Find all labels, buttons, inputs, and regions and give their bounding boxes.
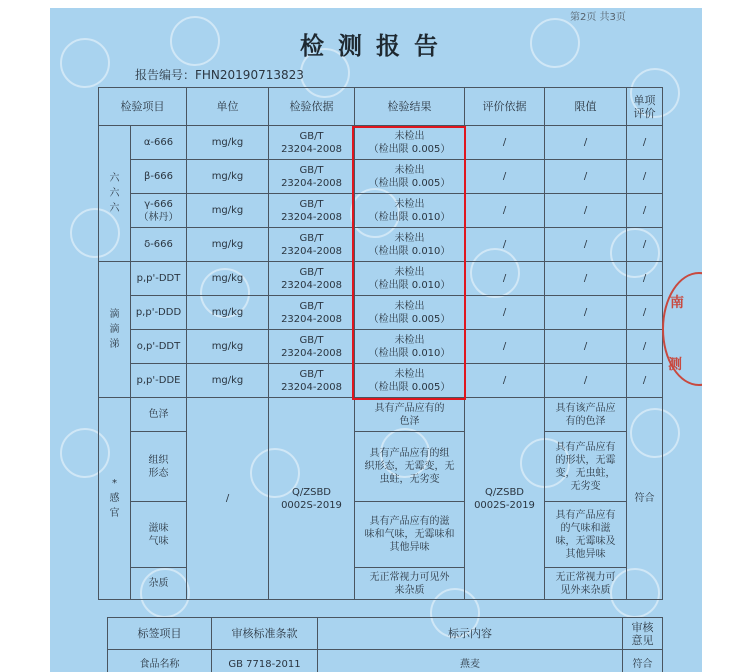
header-cell: 标示内容 — [318, 618, 623, 650]
eval-basis-cell: / — [465, 364, 545, 398]
basis-cell: GB/T 23204-2008 — [269, 296, 355, 330]
limit-cell: / — [545, 262, 627, 296]
item-cell: 滋味 气味 — [131, 502, 187, 568]
single-eval-cell: / — [627, 262, 663, 296]
header-cell: 检验依据 — [269, 88, 355, 126]
item-cell: β-666 — [131, 160, 187, 194]
limit-cell: 具有产品应有 的气味和滋 味，无霉味及 其他异味 — [545, 502, 627, 568]
result-cell: 具有产品应有的 色泽 — [355, 398, 465, 432]
header-cell: 限值 — [545, 88, 627, 126]
unit-cell: mg/kg — [187, 296, 269, 330]
limit-cell: / — [545, 228, 627, 262]
eval-basis-cell: / — [465, 126, 545, 160]
limit-cell: / — [545, 126, 627, 160]
item-cell: 色泽 — [131, 398, 187, 432]
item-cell: α-666 — [131, 126, 187, 160]
header-cell: 审核 意见 — [623, 618, 663, 650]
header-cell: 检验结果 — [355, 88, 465, 126]
unit-cell: mg/kg — [187, 364, 269, 398]
unit-cell: mg/kg — [187, 160, 269, 194]
single-eval-cell: / — [627, 228, 663, 262]
eval-basis-cell: / — [465, 228, 545, 262]
unit-cell: mg/kg — [187, 126, 269, 160]
item-cell: p,p'-DDD — [131, 296, 187, 330]
limit-cell: 无正常视力可 见外来杂质 — [545, 568, 627, 600]
result-cell: 未检出 （检出限 0.005） — [355, 296, 465, 330]
unit-cell: mg/kg — [187, 194, 269, 228]
single-eval-cell: / — [627, 364, 663, 398]
official-stamp: 南 测 — [662, 272, 702, 386]
group-name-cell: * 感 官 — [99, 398, 131, 600]
table-row — [99, 432, 663, 502]
limit-cell: 具有该产品应 有的色泽 — [545, 398, 627, 432]
basis-cell: GB/T 23204-2008 — [269, 160, 355, 194]
header-cell: 评价依据 — [465, 88, 545, 126]
limit-cell: 具有产品应有 的形状，无霉 变，无虫蛀， 无劣变 — [545, 432, 627, 502]
eval-basis-cell: Q/ZSBD 0002S-2019 — [465, 398, 545, 600]
group-name-cell: 滴 滴 涕 — [99, 262, 131, 398]
label-header-row — [108, 618, 663, 650]
limit-cell: / — [545, 330, 627, 364]
table-row — [99, 398, 663, 432]
item-cell: 杂质 — [131, 568, 187, 600]
single-eval-cell: / — [627, 330, 663, 364]
header-cell: 单项 评价 — [627, 88, 663, 126]
eval-basis-cell: / — [465, 296, 545, 330]
table-header-row — [99, 88, 663, 126]
header-cell: 标签项目 — [108, 618, 212, 650]
label-clause-cell: GB 7718-2011 — [212, 650, 318, 672]
header-cell: 检验项目 — [99, 88, 187, 126]
basis-cell: GB/T 23204-2008 — [269, 228, 355, 262]
label-item-cell: 食品名称 — [108, 650, 212, 672]
result-cell: 具有产品应有的组 织形态，无霉变，无 虫蛀，无劣变 — [355, 432, 465, 502]
limit-cell: / — [545, 296, 627, 330]
eval-basis-cell: / — [465, 160, 545, 194]
group-name-cell: 六 六 六 — [99, 126, 131, 262]
unit-cell: mg/kg — [187, 228, 269, 262]
result-cell: 未检出 （检出限 0.010） — [355, 330, 465, 364]
table-row — [99, 502, 663, 568]
item-cell: γ-666 （林丹） — [131, 194, 187, 228]
report-number: 报告编号：FHN20190713823 — [135, 68, 304, 82]
result-cell: 无正常视力可见外 来杂质 — [355, 568, 465, 600]
report-paper — [50, 8, 702, 672]
basis-cell: GB/T 23204-2008 — [269, 126, 355, 160]
item-cell: δ-666 — [131, 228, 187, 262]
single-eval-cell: / — [627, 126, 663, 160]
label-content-cell: 燕麦 — [318, 650, 623, 672]
result-cell: 未检出 （检出限 0.010） — [355, 228, 465, 262]
eval-basis-cell: / — [465, 262, 545, 296]
report-title: 检测报告 — [300, 32, 452, 60]
single-eval-cell: / — [627, 160, 663, 194]
item-cell: 组织 形态 — [131, 432, 187, 502]
header-cell: 审核标准条款 — [212, 618, 318, 650]
item-cell: p,p'-DDE — [131, 364, 187, 398]
limit-cell: / — [545, 194, 627, 228]
item-cell: o,p'-DDT — [131, 330, 187, 364]
label-opinion-cell: 符合 — [623, 650, 663, 672]
single-eval-cell: 符合 — [627, 398, 663, 600]
result-highlight-box — [352, 126, 466, 400]
result-cell: 未检出 （检出限 0.005） — [355, 364, 465, 398]
basis-cell: Q/ZSBD 0002S-2019 — [269, 398, 355, 600]
result-cell: 未检出 （检出限 0.010） — [355, 262, 465, 296]
single-eval-cell: / — [627, 194, 663, 228]
basis-cell: GB/T 23204-2008 — [269, 330, 355, 364]
unit-cell: / — [187, 398, 269, 600]
label-review-table — [107, 617, 663, 672]
limit-cell: / — [545, 364, 627, 398]
single-eval-cell: / — [627, 296, 663, 330]
eval-basis-cell: / — [465, 330, 545, 364]
table-row — [99, 568, 663, 600]
eval-basis-cell: / — [465, 194, 545, 228]
unit-cell: mg/kg — [187, 262, 269, 296]
result-cell: 未检出 （检出限 0.010） — [355, 194, 465, 228]
basis-cell: GB/T 23204-2008 — [269, 364, 355, 398]
result-cell: 未检出 （检出限 0.005） — [355, 126, 465, 160]
item-cell: p,p'-DDT — [131, 262, 187, 296]
result-cell: 未检出 （检出限 0.005） — [355, 160, 465, 194]
limit-cell: / — [545, 160, 627, 194]
header-cell: 单位 — [187, 88, 269, 126]
result-cell: 具有产品应有的滋 味和气味，无霉味和 其他异味 — [355, 502, 465, 568]
unit-cell: mg/kg — [187, 330, 269, 364]
page-indicator: 第2页 共3页 — [570, 12, 626, 23]
basis-cell: GB/T 23204-2008 — [269, 194, 355, 228]
basis-cell: GB/T 23204-2008 — [269, 262, 355, 296]
label-row — [108, 650, 663, 672]
